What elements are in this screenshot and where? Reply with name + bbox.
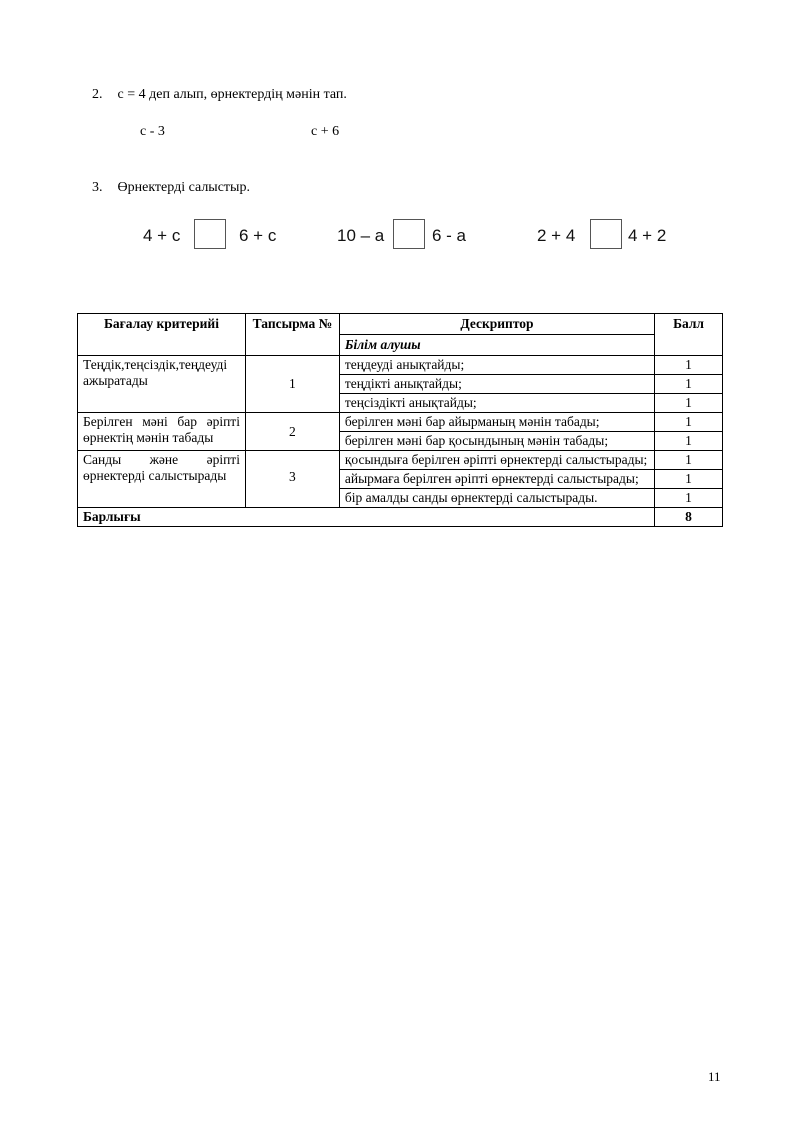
- descriptor-cell: қосындыға берілген әріпті өрнектерді салыстырады;: [339, 451, 654, 470]
- task-2: [92, 87, 347, 103]
- assessment-rubric-table: [77, 313, 723, 527]
- comparison-row: [0, 219, 800, 253]
- score-cell: 1: [655, 489, 723, 508]
- task-2-text: c = 4 деп алып, өрнектердің мәнін тап.: [117, 87, 347, 102]
- comparison-1-left: 4 + c: [143, 226, 181, 245]
- task-2-number: 2.: [92, 87, 103, 102]
- table-row: [78, 356, 723, 375]
- comparison-2-right: 6 - a: [432, 226, 467, 245]
- total-label: Барлығы: [78, 508, 655, 527]
- header-learner: Білім алушы: [339, 335, 654, 356]
- criterion-cell: Теңдік,теңсіздік,теңдеуді ажыратады: [78, 356, 246, 413]
- header-score: Балл: [655, 314, 723, 356]
- criterion-cell: Санды және әріпті өрнектерді салыстырады: [78, 451, 246, 508]
- total-score: 8: [655, 508, 723, 527]
- task-3-number: 3.: [92, 180, 103, 195]
- table-row: [78, 451, 723, 470]
- comparison-2-left: 10 – a: [337, 226, 385, 245]
- task-3-text: Өрнектерді салыстыр.: [117, 180, 250, 195]
- comparison-3-right: 4 + 2: [628, 226, 667, 245]
- comparison-3-answer-box[interactable]: [590, 219, 622, 249]
- descriptor-cell: айырмаға берілген әріпті өрнектерді салыстырады;: [339, 470, 654, 489]
- total-row: [78, 508, 723, 527]
- header-descriptor: Дескриптор: [339, 314, 654, 335]
- descriptor-cell: теңдеуді анықтайды;: [339, 356, 654, 375]
- task-2-expression-1: c - 3: [140, 124, 165, 139]
- comparison-2-answer-box[interactable]: [393, 219, 425, 249]
- task-number-cell: 3: [245, 451, 339, 508]
- score-cell: 1: [655, 375, 723, 394]
- descriptor-cell: теңсіздікті анықтайды;: [339, 394, 654, 413]
- task-number-cell: 1: [245, 356, 339, 413]
- comparison-1-right: 6 + c: [239, 226, 277, 245]
- header-criterion: Бағалау критерийі: [78, 314, 246, 356]
- comparison-1-answer-box[interactable]: [194, 219, 226, 249]
- score-cell: 1: [655, 470, 723, 489]
- page-number: 11: [708, 1069, 721, 1084]
- criterion-cell: Берілген мәні бар әріпті өрнектің мәнін табады: [78, 413, 246, 451]
- score-cell: 1: [655, 356, 723, 375]
- table-row: [78, 413, 723, 432]
- descriptor-cell: берілген мәні бар айырманың мәнін табады;: [339, 413, 654, 432]
- descriptor-cell: бір амалды санды өрнектерді салыстырады.: [339, 489, 654, 508]
- task-2-expression-2: c + 6: [311, 124, 340, 139]
- comparison-3-left: 2 + 4: [537, 226, 576, 245]
- score-cell: 1: [655, 413, 723, 432]
- score-cell: 1: [655, 394, 723, 413]
- task-3: [92, 180, 250, 196]
- task-number-cell: 2: [245, 413, 339, 451]
- header-row: [78, 314, 723, 335]
- header-task: Тапсырма №: [245, 314, 339, 356]
- descriptor-cell: берілген мәні бар қосындының мәнін табады;: [339, 432, 654, 451]
- score-cell: 1: [655, 451, 723, 470]
- score-cell: 1: [655, 432, 723, 451]
- descriptor-cell: теңдікті анықтайды;: [339, 375, 654, 394]
